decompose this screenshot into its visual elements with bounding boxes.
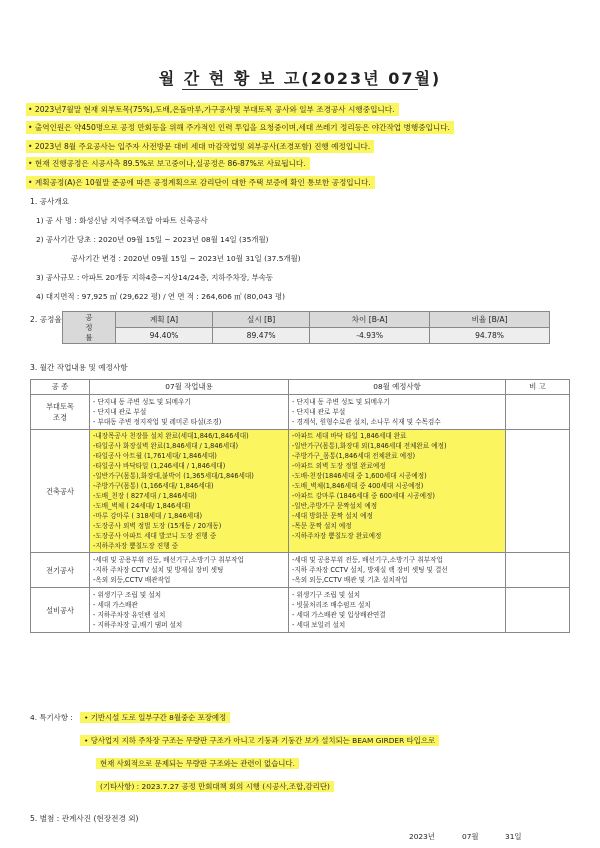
overview-name: 1) 공 사 명 : 화성신남 지역주택조합 아파트 신축공사 xyxy=(36,216,208,225)
special-line-1: • 기반시설 도로 일부구간 8월중순 포장예정 xyxy=(80,712,230,723)
summary-line-4: • 현재 진행공정은 시공사측 89.5%로 보고중이나,실공정은 86-87%로 사료됩니다. xyxy=(26,157,310,170)
work-plan-cell: - 단지내 동 주변 성토 및 되메우기 - 단지내 관로 부설 - 경계석, 원형수로관 설치, 소나무 식재 및 수목검수 xyxy=(289,395,506,430)
work-table xyxy=(30,379,570,633)
special-heading: 4. 특기사항 : xyxy=(30,713,73,722)
work-done-cell: - 위생기구 조립 및 설치 - 세대 가스배관 - 지하주차장 유인팬 설치 - 지하주차장 급,배기 댐퍼 설치 xyxy=(90,588,289,633)
attachment-note: 5. 별첨 : 관계사진 (현장전경 외) xyxy=(30,814,139,823)
work-heading: 3. 월간 작업내용 및 예정사항 xyxy=(30,363,128,372)
overview-period-original: 2) 공사기간 당초 : 2020년 09월 15일 ~ 2023년 08월 14일 (35개월) xyxy=(36,235,269,244)
overview-period-changed: 공사기간 변경 : 2020년 09월 15일 ~ 2023년 10월 31일 (37.5개월) xyxy=(71,254,301,263)
progress-row-label: 공 정 률 xyxy=(63,312,116,344)
page-title: 월 간 현 황 보 고(2023년 07월) xyxy=(158,69,442,88)
date-year: 2023년 xyxy=(409,832,435,841)
work-done-cell: -세대 및 공용부위 전등, 배선기구,소방기구 취부작업 -지하 주차장 CCTV 설치 및 방재실 장비 셋팅 -옥외 외등,CCTV 배관작업 xyxy=(90,553,289,588)
overview-scale: 3) 공사규모 : 아파트 20개동 지하4층~지상14/24층, 지하주차장, 부속동 xyxy=(36,273,274,282)
progress-header-ratio: 비율 [B/A] xyxy=(430,312,550,328)
special-line-4: (기타사항) : 2023.7.27 공정 만회대책 회의 시행 (시공사,조합,감리단) xyxy=(96,781,334,792)
progress-header-actual: 실시 [B] xyxy=(213,312,310,328)
overview-heading: 1. 공사개요 xyxy=(30,197,70,206)
work-done-cell: - 단지내 동 주변 성토 및 되메우기 - 단지내 관로 부설 - 부대동 주변 정지작업 및 레미콘 타설(조경) xyxy=(90,395,289,430)
work-header-note: 비 고 xyxy=(506,380,570,395)
work-row-mechanical xyxy=(31,588,570,633)
summary-line-1: • 2023년7월말 현재 외부토목(75%),도배,온돌마루,가구공사및 부대토목 공사와 일부 조경공사 시행중입니다. xyxy=(26,103,399,116)
title-underline xyxy=(182,89,418,90)
progress-header-diff: 차이 [B-A] xyxy=(310,312,430,328)
work-row-electrical xyxy=(31,553,570,588)
work-note-cell xyxy=(506,588,570,633)
summary-block xyxy=(26,103,566,189)
progress-value-diff: -4.93% xyxy=(310,328,430,344)
work-header-plan: 08월 예정사항 xyxy=(289,380,506,395)
work-category: 전기공사 xyxy=(31,553,90,588)
progress-heading: 2. 공정율 xyxy=(30,315,62,324)
summary-line-3: • 2023년 8월 주요공사는 입주자 사전방문 대비 세대 마감작업및 외부공사(조경포함) 진행 예정입니다. xyxy=(26,140,374,153)
date-month: 07월 xyxy=(462,832,479,841)
work-note-cell xyxy=(506,430,570,553)
work-plan-cell: - 위생기구 조립 및 설치 - 빗물처리조 배수펌프 설치 - 세대 가스배관 및 입상배관연결 - 세대 보일러 설치 xyxy=(289,588,506,633)
overview-area: 4) 대지면적 : 97,925 ㎡ (29,622 평) / 연 면 적 : 264,606 ㎡ (80,043 평) xyxy=(36,292,286,301)
work-category: 설비공사 xyxy=(31,588,90,633)
work-category: 건축공사 xyxy=(31,430,90,553)
work-header-done: 07월 작업내용 xyxy=(90,380,289,395)
work-plan-cell: -세대 및 공용부위 전등, 배선기구,소방기구 취부작업 -지하 주차장 CCTV 설치, 방재실 랙 장비 셋팅 및 결선 -옥외 외등,CCTV 배관 및 기초 설치작업 xyxy=(289,553,506,588)
date-day: 31일 xyxy=(505,832,522,841)
special-line-2: • 당사업지 지하 주차장 구조는 무량판 구조가 아니고 기둥과 기둥간 보가 설치되는 BEAM GIRDER 타입으로 xyxy=(80,735,439,746)
work-row-civil xyxy=(31,395,570,430)
progress-table xyxy=(62,311,550,344)
work-plan-cell: -아파트 세대 바닥 타일 1,846세대 완료 -일반가구(몸통),화장대 외(1,846세대 전체완료 예정) -주방가구_몸통(1,846세대 전체완료 예정) -아파트 외벽 도장 정벌 완료예정 -도배-천장(1846세대 중 1,600세대 시공예정) -도배_벽체(1,846세대 중 400세대 시공예정) -아파트 강마루 (1846세대 중 600세대 시공예정) -일반,주방가구 문짝설치 예정 -세대 방화문 문짝 설치 예정 -목문 문짝 설치 예정 -지하주차장 뿜칠도장 완료예정 xyxy=(289,430,506,553)
progress-value-ratio: 94.78% xyxy=(430,328,550,344)
work-header-category: 공 종 xyxy=(31,380,90,395)
progress-header-plan: 계획 [A] xyxy=(116,312,213,328)
summary-line-5: • 계획공정(A)은 10월말 준공에 따른 공정계획으로 감리단이 대한 주택 보증에 확인 통보한 공정입니다. xyxy=(26,176,375,189)
work-category: 부대토목 조경 xyxy=(31,395,90,430)
work-row-architecture xyxy=(31,430,570,553)
work-done-cell: -내장목공사 천장틀 설치 완료(세대1,846/1,846세대) -타일공사 화장실벽 완료(1,846세대 / 1,846세대) -타일공사 아트월 (1,761세대/ 1,846세대) -타일공사 바닥타일 (1,246세대 / 1,846세대) -일반가구(몸통),화장대,붙박이 (1,365세대/1,846세대) -주방가구(몸통) (1,166세대/ 1,846세대) -도배_천장 ( 827세대 / 1,846세대) -도배_벽체 ( 24세대/ 1,846세대) -마루 강마루 ( 318세대 / 1,846세대) -도장공사 외벽 정벌 도장 (15개동 / 20개동) -도장공사 아파트 세대 발코니 도장 진행 중 -지하주차장 뿜칠도장 진행 중 xyxy=(90,430,289,553)
progress-value-plan: 94.40% xyxy=(116,328,213,344)
progress-value-actual: 89.47% xyxy=(213,328,310,344)
work-note-cell xyxy=(506,553,570,588)
special-line-3: 현재 사회적으로 문제되는 무량판 구조와는 관련이 없습니다. xyxy=(96,758,299,769)
work-note-cell xyxy=(506,395,570,430)
summary-line-2: • 출역인원은 약450명으로 공정 만회등을 위해 주가적인 인력 투입을 요청중이며,세대 쓰레기 정리등은 야간작업 병행중입니다. xyxy=(26,121,454,134)
